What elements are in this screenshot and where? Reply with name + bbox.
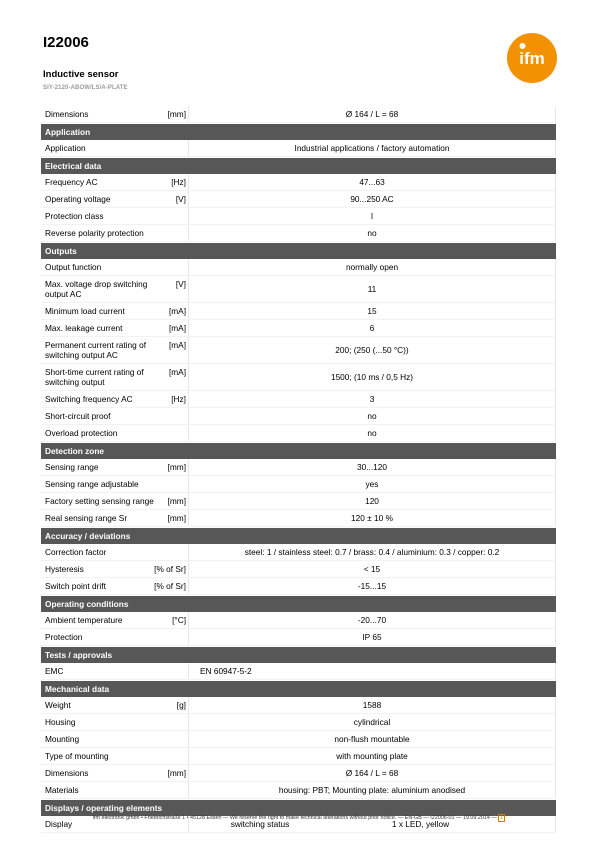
spec-value: -20...70 — [189, 612, 556, 628]
spec-label: Minimum load current — [45, 306, 125, 316]
spec-row — [41, 408, 556, 425]
spec-label: Sensing range — [45, 462, 99, 472]
datasheet — [41, 106, 556, 833]
spec-label: Hysteresis — [45, 564, 84, 574]
spec-row — [41, 425, 556, 442]
spec-row — [41, 303, 556, 320]
spec-unit: [mm] — [167, 496, 186, 506]
spec-row — [41, 476, 556, 493]
ifm-logo-lettering: ifm — [519, 49, 545, 68]
spec-value: 30...120 — [189, 459, 556, 475]
section-header-mechanical: Mechanical data — [41, 681, 556, 697]
spec-unit: [g] — [176, 700, 186, 710]
spec-value: -15...15 — [189, 578, 556, 594]
section-header-application: Application — [41, 124, 556, 140]
spec-label: Reverse polarity protection — [45, 228, 144, 238]
spec-label: Output function — [45, 262, 102, 272]
spec-row — [41, 612, 556, 629]
spec-row — [41, 578, 556, 595]
spec-label: Short-circuit proof — [45, 411, 111, 421]
spec-label: Permanent current rating of switching output AC — [45, 340, 146, 360]
spec-unit: [mA] — [168, 340, 186, 350]
spec-unit: [Hz] — [171, 394, 186, 404]
section-header-detection: Detection zone — [41, 443, 556, 459]
spec-label: Application — [45, 143, 86, 153]
spec-label: EMC — [45, 666, 64, 676]
spec-row — [41, 561, 556, 578]
footer-text: ifm electronic gmbh • Friedrichstraße 1 • 45128 Essen — We reserve the right to make technical alterations without prior notice. — EN-GB — I22006-01 — 19.09.2014 — — [92, 815, 497, 821]
spec-value: no — [189, 408, 556, 424]
spec-value: cylindrical — [189, 714, 556, 730]
footer — [0, 814, 598, 822]
spec-value: 120 ± 10 % — [189, 510, 556, 526]
spec-label: Materials — [45, 785, 79, 795]
spec-row — [41, 663, 556, 680]
spec-row — [41, 765, 556, 782]
spec-label: Max. leakage current — [45, 323, 123, 333]
spec-label: Overload protection — [45, 428, 118, 438]
spec-row — [41, 364, 556, 391]
spec-row — [41, 510, 556, 527]
spec-row — [41, 320, 556, 337]
spec-unit: [% of Sr] — [154, 564, 186, 574]
section-header-displays: Displays / operating elements — [41, 800, 556, 816]
spec-value-detail: 1 x LED, yellow — [391, 819, 450, 829]
section-header-operating: Operating conditions — [41, 596, 556, 612]
spec-value: 90...250 AC — [189, 191, 556, 207]
spec-label: Weight — [45, 700, 71, 710]
spec-label: Short-time current rating of switching output — [45, 367, 144, 387]
spec-value: 1500; (10 ms / 0,5 Hz) — [189, 364, 556, 390]
spec-label: Switching frequency AC — [45, 394, 133, 404]
spec-row — [41, 544, 556, 561]
product-title: I22006 — [43, 34, 89, 51]
spec-value: Industrial applications / factory automation — [189, 140, 556, 156]
spec-label: Sensing range adjustable — [45, 479, 139, 489]
spec-label: Correction factor — [45, 547, 107, 557]
spec-value: 120 — [189, 493, 556, 509]
spec-value: IP 65 — [189, 629, 556, 645]
spec-unit: [mm] — [167, 513, 186, 523]
spec-unit: [mA] — [168, 367, 186, 377]
spec-value: 47...63 — [189, 174, 556, 190]
spec-unit: [% of Sr] — [154, 581, 186, 591]
sections — [41, 124, 556, 833]
spec-row — [41, 782, 556, 799]
section-header-tests: Tests / approvals — [41, 647, 556, 663]
spec-label: Real sensing range Sr — [45, 513, 128, 523]
spec-label: Protection — [45, 632, 83, 642]
spec-label: Dimensions — [45, 109, 89, 119]
spec-value: Ø 164 / L = 68 — [189, 106, 556, 122]
spec-value: 6 — [189, 320, 556, 336]
ifm-logo-mark — [507, 33, 557, 83]
page-number[interactable]: 1 — [500, 815, 504, 821]
spec-label: Type of mounting — [45, 751, 109, 761]
spec-row — [41, 731, 556, 748]
spec-value: I — [189, 208, 556, 224]
spec-row — [41, 259, 556, 276]
logo-dot — [520, 43, 526, 49]
spec-value: 15 — [189, 303, 556, 319]
spec-value: housing: PBT; Mounting plate: aluminium anodised — [189, 782, 556, 798]
spec-unit: [V] — [175, 194, 186, 204]
ifm-logo — [507, 33, 557, 83]
spec-value: Ø 164 / L = 68 — [189, 765, 556, 781]
spec-row — [41, 106, 556, 123]
spec-value: normally open — [189, 259, 556, 275]
spec-row — [41, 208, 556, 225]
spec-value: non-flush mountable — [189, 731, 556, 747]
spec-row — [41, 629, 556, 646]
spec-row — [41, 459, 556, 476]
spec-label: Max. voltage drop switching output AC — [45, 279, 148, 299]
spec-row — [41, 391, 556, 408]
spec-unit: [mm] — [167, 768, 186, 778]
spec-row — [41, 174, 556, 191]
spec-row — [41, 337, 556, 364]
spec-unit: [mA] — [168, 323, 186, 333]
spec-value: switching status — [230, 819, 290, 829]
spec-label: Protection class — [45, 211, 104, 221]
spec-value: 11 — [189, 276, 556, 302]
section-header-outputs: Outputs — [41, 243, 556, 259]
spec-label: Dimensions — [45, 768, 89, 778]
product-subtitle: Inductive sensor — [43, 69, 119, 80]
spec-row — [41, 140, 556, 157]
spec-unit: [mm] — [167, 109, 186, 119]
spec-value: no — [189, 225, 556, 241]
spec-value: 1588 — [189, 697, 556, 713]
spec-row — [41, 225, 556, 242]
spec-row — [41, 493, 556, 510]
spec-value: 200; (250 (...50 °C)) — [189, 337, 556, 363]
spec-row — [41, 276, 556, 303]
spec-label: Ambient temperature — [45, 615, 123, 625]
spec-unit: [Hz] — [171, 177, 186, 187]
spec-row — [41, 191, 556, 208]
section-header-accuracy: Accuracy / deviations — [41, 528, 556, 544]
spec-row — [41, 697, 556, 714]
spec-row — [41, 714, 556, 731]
spec-value: yes — [189, 476, 556, 492]
spec-value: no — [189, 425, 556, 441]
spec-value: steel: 1 / stainless steel: 0.7 / brass: 0.4 / aluminium: 0.3 / copper: 0.2 — [189, 544, 556, 560]
spec-value: with mounting plate — [189, 748, 556, 764]
spec-unit: [mA] — [168, 306, 186, 316]
spec-unit: [V] — [175, 279, 186, 289]
spec-label: Operating voltage — [45, 194, 111, 204]
spec-label: Housing — [45, 717, 76, 727]
spec-label: Mounting — [45, 734, 80, 744]
spec-label: Display — [45, 819, 73, 829]
spec-value: < 15 — [189, 561, 556, 577]
spec-label: Frequency AC — [45, 177, 98, 187]
spec-unit: [mm] — [167, 462, 186, 472]
spec-value: EN 60947-5-2 — [189, 663, 556, 679]
spec-value: 3 — [189, 391, 556, 407]
spec-row — [41, 748, 556, 765]
article-number: SIY-2120-ABOW/LS/A-PLATE — [43, 85, 128, 91]
spec-label: Factory setting sensing range — [45, 496, 154, 506]
section-header-electrical: Electrical data — [41, 158, 556, 174]
spec-unit: [°C] — [172, 615, 186, 625]
spec-label: Switch point drift — [45, 581, 106, 591]
